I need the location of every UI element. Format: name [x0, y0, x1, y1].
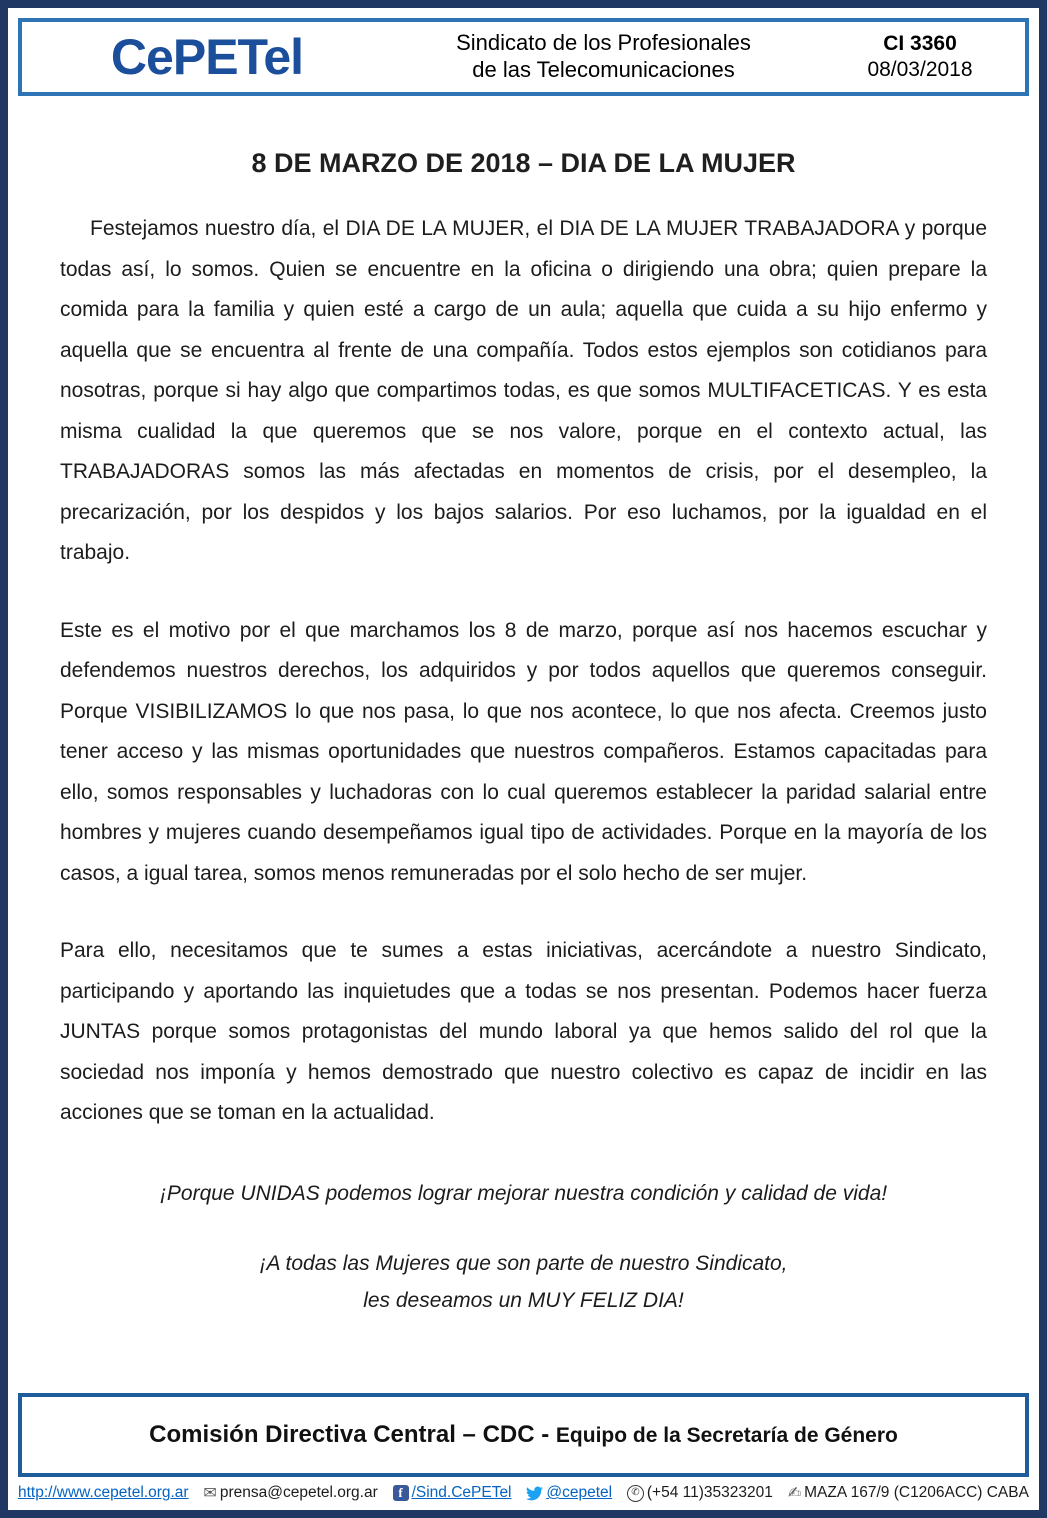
paragraph-3: Para ello, necesitamos que te sumes a estas iniciativas, acercándote a nuestro Sindicato, participando y aportando las inquietudes que a todas se nos presentan. Podemos hacer fuerza JUNTAS porque somos protagonistas del mundo laboral ya que hemos salido del rol que la sociedad nos imponía y hemos demostrado que nuestro colectivo es capaz de incidir en las acciones que se toman en la actualidad. [60, 939, 987, 1125]
facebook-icon: f [393, 1485, 409, 1501]
org-name [392, 30, 815, 84]
address-icon: ✍ [787, 1485, 802, 1502]
org-name-line1: Sindicato de los Profesionales [456, 30, 751, 56]
page-title: 8 DE MARZO DE 2018 – DIA DE LA MUJER [251, 148, 796, 178]
envelope-icon: ✉ [203, 1485, 217, 1502]
paragraph-2: Este es el motivo por el que marchamos los 8 de marzo, porque así nos hacemos escuchar y defendemos nuestros derechos, los adquiridos y por todos aquellos que queremos conseguir. Porque VISIBILIZAMOS lo que nos pasa, lo que nos acontece, lo que nos afecta. Creemos justo tener acceso y las mismas oportunidades que nuestros compañeros. Estamos capacitadas para ello, somos responsables y luchadoras con lo cual queremos establecer la paridad salarial entre hombres y mujeres cuando desempeñamos igual tipo de actividades. Porque en la mayoría de los casos, a igual tarea, somos menos remuneradas por el solo hecho de ser mujer. [60, 618, 987, 885]
phone-icon: ✆ [627, 1485, 644, 1502]
cepetel-logo: CePETel [110, 29, 304, 85]
phone-item [627, 1484, 773, 1502]
address-item [788, 1483, 1029, 1503]
circular-date: 08/03/2018 [867, 58, 973, 81]
org-name-line2: de las Telecomunicaciones [472, 57, 735, 82]
contact-bar [8, 1477, 1039, 1510]
circular-info [815, 32, 1025, 82]
letterhead [18, 18, 1029, 96]
phone-number: (+54 11)35323201 [646, 1484, 773, 1501]
signature-sub: Equipo de la Secretaría de Género [555, 1424, 898, 1447]
emphasis-line-3: les deseamos un MUY FELIZ DIA! [363, 1288, 684, 1312]
email-text: prensa@cepetel.org.ar [219, 1484, 378, 1501]
twitter-handle: @cepetel [546, 1484, 613, 1501]
paragraph-1: Festejamos nuestro día, el DIA DE LA MUJER, el DIA DE LA MUJER TRABAJADORA y porque todas así, lo somos. Quien se encuentre en la oficina o dirigiendo una obra; quien prepare la comida para la familia y quien esté a cargo de un aula; aquella que cuida a su hijo enfermo y aquella que se encuentra al frente de una compañía. Todos estos ejemplos son cotidianos para nosotras, porque si hay algo que compartimos todas, es que somos MULTIFACETICAS. Y es esta misma cualidad la que queremos que se nos valore, porque en el contexto actual, las TRABAJADORAS somos las más afectadas en momentos de crisis, por el desempleo, la precarización, por los despidos y los bajos salarios. Por eso luchamos, por la igualdad en el trabajo. [60, 217, 987, 565]
emphasis-line-2: ¡A todas las Mujeres que son parte de nuestro Sindicato, [259, 1251, 788, 1275]
email-item [203, 1483, 377, 1503]
logo-cell [22, 28, 392, 86]
signature-main: Comisión Directiva Central – CDC - [149, 1421, 556, 1448]
twitter-link[interactable] [526, 1484, 612, 1502]
facebook-link[interactable] [393, 1484, 512, 1502]
address-text: MAZA 167/9 (C1206ACC) CABA [804, 1484, 1029, 1501]
document-body [8, 96, 1039, 1393]
twitter-icon [526, 1485, 543, 1502]
circular-number: CI 3360 [883, 32, 957, 55]
website-link[interactable]: http://www.cepetel.org.ar [18, 1484, 189, 1501]
emphasis-closing [60, 1246, 987, 1320]
facebook-handle: /Sind.CePETel [411, 1484, 512, 1501]
signature-box [18, 1393, 1029, 1477]
emphasis-line-1: ¡Porque UNIDAS podemos lograr mejorar nuestra condición y calidad de vida! [159, 1181, 888, 1205]
